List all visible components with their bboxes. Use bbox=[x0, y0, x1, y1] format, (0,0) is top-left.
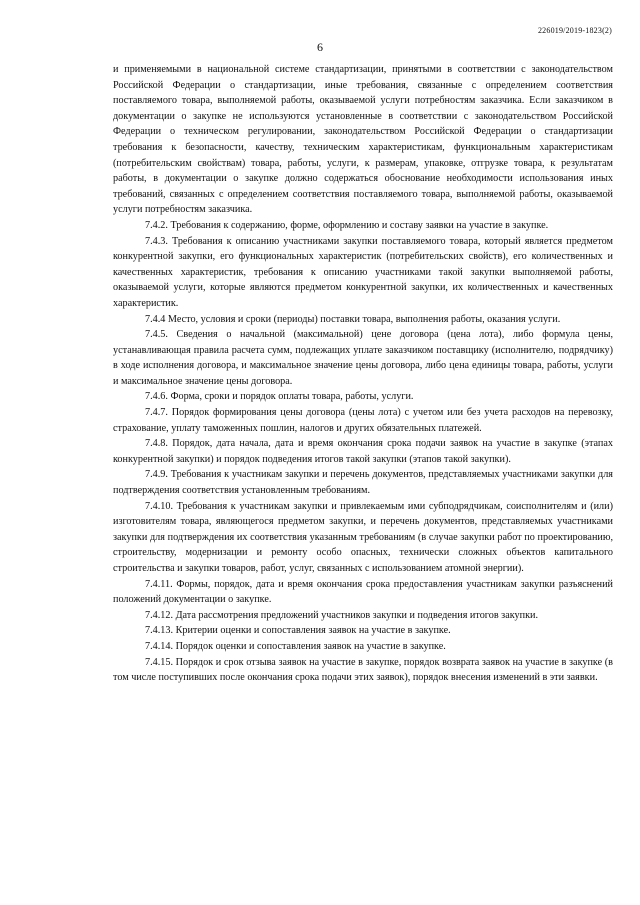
paragraph-7-4-6: 7.4.6. Форма, сроки и порядок оплаты товара, работы, услуги. bbox=[145, 391, 414, 403]
document-body bbox=[113, 62, 613, 686]
paragraph-7-4-8: 7.4.8. Порядок, дата начала, дата и время окончания срока подачи заявок на участие в закупке (этапах конкурентной закупки) и порядок подведения итогов такой закупки (этапов такой закупки). bbox=[113, 438, 613, 465]
paragraph-7-4-12: 7.4.12. Дата рассмотрения предложений участников закупки и подведения итогов закупки. bbox=[145, 609, 539, 621]
paragraph-7-4-10: 7.4.10. Требования к участникам закупки и привлекаемым ими субподрядчикам, соисполнителям и (или) изготовителям товара, являющегося предметом закупки, и перечень документов, представляемых участниками закупки для подтверждения их соответствия указанным требованиям (в случае закупки работ по проектированию, строительству, модернизации и ремонту особо опасных, технически сложных объектов капитального строительства и закупки товаров, работ, услуг, связанных с использованием атомной энергии). bbox=[113, 500, 613, 574]
paragraph-7-4-2: 7.4.2. Требования к содержанию, форме, оформлению и составу заявки на участие в закупке. bbox=[145, 219, 549, 231]
paragraph-7-4-11: 7.4.11. Формы, порядок, дата и время окончания срока предоставления участникам закупки разъяснений положений документации о закупке. bbox=[113, 578, 613, 606]
paragraph-7-4-5: 7.4.5. Сведения о начальной (максимальной) цене договора (цена лота), либо формула цены, устанавливающая правила расчета сумм, подлежащих уплате заказчиком поставщику (исполнителю, подрядчику) в ходе исполнения договора, и максимальное значение цены договора, либо цена единицы товара, работы, услуги и максимальное значение цены договора. bbox=[113, 329, 613, 387]
paragraph-7-4-9: 7.4.9. Требования к участникам закупки и перечень документов, представляемых участниками закупки для подтверждения соответствия установленным требованиям. bbox=[113, 469, 613, 497]
paragraph-7-4-7: 7.4.7. Порядок формирования цены договора (цены лота) с учетом или без учета расходов на перевозку, страхование, уплату таможенных пошлин, налогов и других обязательных платежей. bbox=[113, 407, 613, 434]
document-id: 226019/2019-1823(2) bbox=[537, 26, 612, 35]
paragraph-7-4-4: 7.4.4 Место, условия и сроки (периоды) поставки товара, выполнения работы, оказания услуги. bbox=[145, 313, 561, 325]
page-number: 6 bbox=[317, 40, 323, 54]
paragraph: и применяемыми в национальной системе стандартизации, принятыми в соответствии с законодательством Российской Федерации о стандартизации, иные требования, связанные с определением соответствия поставляемого товара, выполняемой работы, оказываемой услуги потребностям заказчика. Если заказчиком в документации о закупке не используются установленные в соответствии с законодательством Российской Федерации о техническом регулировании, законодательством Российской Федерации о стандартизации требования к безопасности, качеству, техническим характеристикам, функциональным характеристикам (потребительским свойствам) товара, работы, услуги, к размерам, упаковке, отгрузке товара, к результатам работы, в документации о закупке должно содержаться обоснование необходимости использования иных требований, связанных с определением соответствия поставляемого товара, выполняемой работы, оказываемой услуги потребностям заказчика. bbox=[113, 64, 613, 216]
paragraph-7-4-14: 7.4.14. Порядок оценки и сопоставления заявок на участие в закупке. bbox=[145, 640, 446, 652]
paragraph-7-4-15: 7.4.15. Порядок и срок отзыва заявок на участие в закупке, порядок возврата заявок на участие в закупке (в том числе поступивших после окончания срока подачи этих заявок), порядок внесения изменений в эти заявки. bbox=[113, 656, 613, 684]
paragraph-7-4-3: 7.4.3. Требования к описанию участниками закупки поставляемого товара, который является предметом конкурентной закупки, его функциональных характеристик (потребительских свойств), его количественных и качественных характеристик, требования к описанию участниками такой закупки выполняемой работы, оказываемой услуги, которые являются предметом конкурентной закупки, их количественных и качественных характеристик. bbox=[113, 235, 613, 309]
paragraph-7-4-13: 7.4.13. Критерии оценки и сопоставления заявок на участие в закупке. bbox=[145, 625, 451, 637]
